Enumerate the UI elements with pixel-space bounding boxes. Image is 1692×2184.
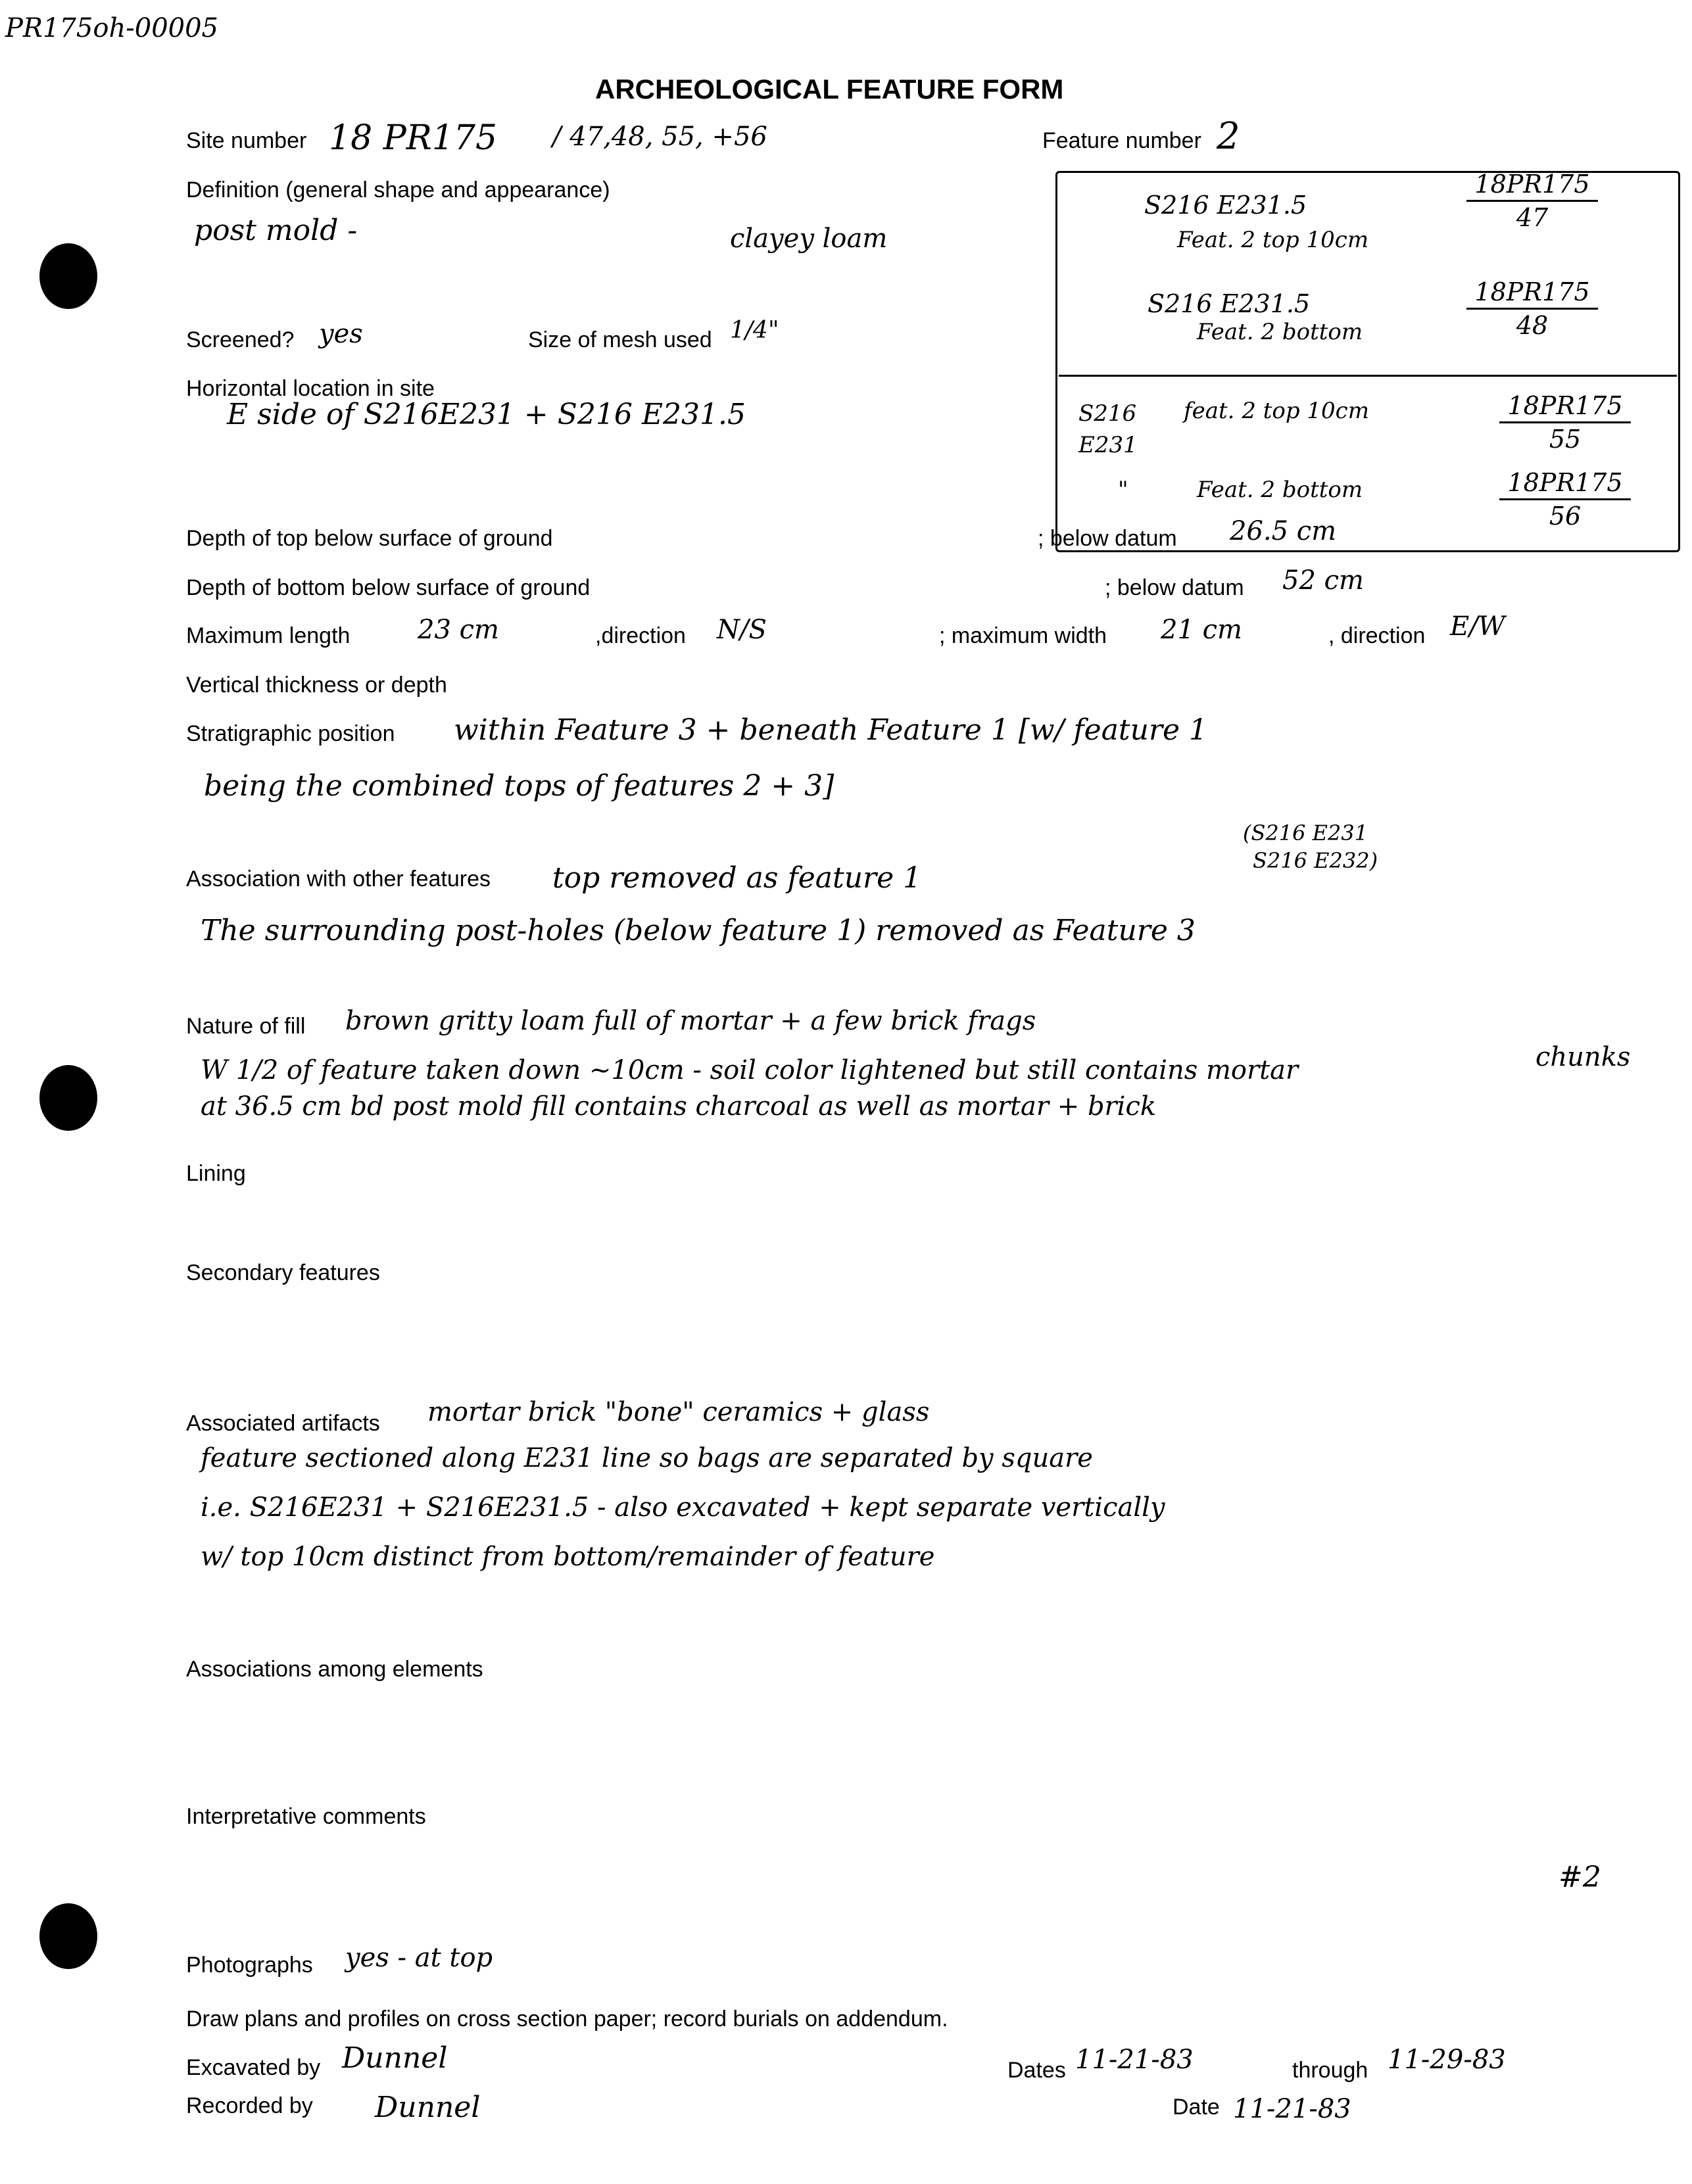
- secondary-features-label: Secondary features: [186, 1260, 380, 1285]
- bag-provenience: S216 E231: [1078, 400, 1138, 458]
- max-width-label: ; maximum width: [939, 623, 1107, 648]
- site-number-label: Site number: [186, 128, 307, 153]
- bag-site: 18PR175: [1466, 277, 1598, 310]
- screened-label: Screened?: [186, 327, 295, 352]
- screened-value: yes: [319, 319, 363, 349]
- max-width-value: 21 cm: [1161, 615, 1242, 645]
- site-number-extra: / 47,48, 55, +56: [552, 122, 767, 152]
- vertical-thickness-label: Vertical thickness or depth: [186, 673, 447, 698]
- bag-number: [1466, 277, 1598, 340]
- definition-label: Definition (general shape and appearance): [186, 178, 610, 202]
- depth-bottom-datum-value: 52 cm: [1282, 565, 1364, 596]
- instructions-text: Draw plans and profiles on cross section paper; record burials on addendum.: [186, 2006, 948, 2031]
- dates-from: 11-21-83: [1075, 2045, 1194, 2075]
- fill-line-1: brown gritty loam full of mortar + a few brick frags: [345, 1006, 1036, 1036]
- depth-top-datum-label: ; below datum: [1038, 526, 1177, 551]
- width-direction-label: , direction: [1328, 623, 1426, 648]
- mesh-label: Size of mesh used: [528, 327, 712, 352]
- length-direction-label: ,direction: [595, 623, 686, 648]
- bag-provenience: ": [1118, 477, 1128, 503]
- fill-line-2: W 1/2 of feature taken down ~10cm - soil color lightened but still contains mortar: [201, 1055, 1299, 1085]
- bag-provenience: S216 E231.5: [1144, 191, 1307, 220]
- form-title: ARCHEOLOGICAL FEATURE FORM: [595, 74, 1064, 105]
- punch-hole-bottom: [39, 1903, 97, 1969]
- stratigraphic-line-1: within Feature 3 + beneath Feature 1 [w/ feature 1: [454, 713, 1207, 747]
- max-length-label: Maximum length: [186, 623, 350, 648]
- recorded-label: Recorded by: [186, 2093, 313, 2118]
- bag-site: 18PR175: [1499, 391, 1631, 423]
- association-value: top removed as feature 1: [552, 861, 922, 895]
- artifacts-label: Associated artifacts: [186, 1411, 380, 1436]
- excavated-label: Excavated by: [186, 2055, 321, 2080]
- depth-bottom-datum-label: ; below datum: [1105, 575, 1244, 600]
- definition-value: post mold -: [194, 214, 358, 247]
- fill-label: Nature of fill: [186, 1014, 306, 1039]
- bag-description: Feat. 2 bottom: [1197, 319, 1363, 345]
- recorded-value: Dunnel: [375, 2091, 481, 2124]
- horizontal-location-label: Horizontal location in site: [186, 376, 435, 401]
- bag-description: Feat. 2 bottom: [1197, 477, 1363, 503]
- bag-divider: [1059, 375, 1677, 377]
- definition-value-2: clayey loam: [730, 224, 888, 254]
- fill-line-3: at 36.5 cm bd post mold fill contains charcoal as well as mortar + brick: [201, 1091, 1157, 1122]
- artifacts-value: mortar brick "bone" ceramics + glass: [427, 1397, 930, 1427]
- width-direction-value: E/W: [1450, 611, 1505, 642]
- photographs-label: Photographs: [186, 1953, 313, 1978]
- bag-no: 55: [1549, 425, 1582, 454]
- bag-number: [1466, 170, 1598, 232]
- date-label: Date: [1172, 2095, 1220, 2120]
- association-note-2: S216 E232): [1253, 848, 1378, 873]
- dates-label: Dates: [1007, 2058, 1066, 2083]
- bag-site: 18PR175: [1499, 468, 1631, 500]
- artifacts-line-3: i.e. S216E231 + S216E231.5 - also excavated + kept separate vertically: [201, 1492, 1165, 1523]
- bag-site: 18PR175: [1466, 170, 1598, 202]
- punch-hole-top: [39, 243, 97, 309]
- stratigraphic-label: Stratigraphic position: [186, 721, 395, 746]
- length-direction-value: N/S: [717, 615, 767, 645]
- depth-top-datum-value: 26.5 cm: [1230, 516, 1337, 546]
- association-label: Association with other features: [186, 866, 491, 891]
- bag-no: 56: [1549, 502, 1582, 531]
- stratigraphic-line-2: being the combined tops of features 2 + 3]: [204, 769, 834, 803]
- depth-bottom-label: Depth of bottom below surface of ground: [186, 575, 591, 600]
- doc-id: PR175oh-00005: [5, 13, 218, 43]
- lining-label: Lining: [186, 1161, 246, 1186]
- site-number-value: 18 PR175: [329, 118, 498, 158]
- interpretative-label: Interpretative comments: [186, 1804, 426, 1829]
- horizontal-location-value: E side of S216E231 + S216 E231.5: [227, 398, 746, 431]
- date-value: 11-21-83: [1233, 2094, 1351, 2124]
- page-mark: #2: [1559, 1861, 1601, 1894]
- mesh-value: 1/4": [730, 317, 779, 344]
- artifacts-line-2: feature sectioned along E231 line so bags are separated by square: [201, 1443, 1093, 1473]
- feature-number-label: Feature number: [1042, 128, 1201, 153]
- dates-through-label: through: [1292, 2058, 1368, 2083]
- feature-number-value: 2: [1217, 115, 1240, 158]
- bag-no: 48: [1516, 311, 1549, 340]
- depth-top-label: Depth of top below surface of ground: [186, 526, 553, 551]
- bag-number: [1499, 468, 1631, 531]
- bag-provenience: S216 E231.5: [1148, 289, 1311, 318]
- dates-to: 11-29-83: [1388, 2045, 1506, 2075]
- bag-description: feat. 2 top 10cm: [1184, 398, 1369, 424]
- punch-hole-middle: [39, 1065, 97, 1131]
- fill-line-2-end: chunks: [1535, 1042, 1631, 1072]
- association-note-1: (S216 E231: [1243, 820, 1368, 845]
- excavated-value: Dunnel: [342, 2041, 448, 2075]
- artifacts-line-4: w/ top 10cm distinct from bottom/remainder of feature: [201, 1542, 935, 1572]
- bag-description: Feat. 2 top 10cm: [1177, 227, 1369, 253]
- associations-elements-label: Associations among elements: [186, 1657, 483, 1682]
- bag-no: 47: [1516, 203, 1549, 232]
- photographs-value: yes - at top: [345, 1943, 493, 1973]
- association-line-2: The surrounding post-holes (below feature 1) removed as Feature 3: [201, 914, 1196, 947]
- bag-number: [1499, 391, 1631, 454]
- max-length-value: 23 cm: [418, 615, 499, 645]
